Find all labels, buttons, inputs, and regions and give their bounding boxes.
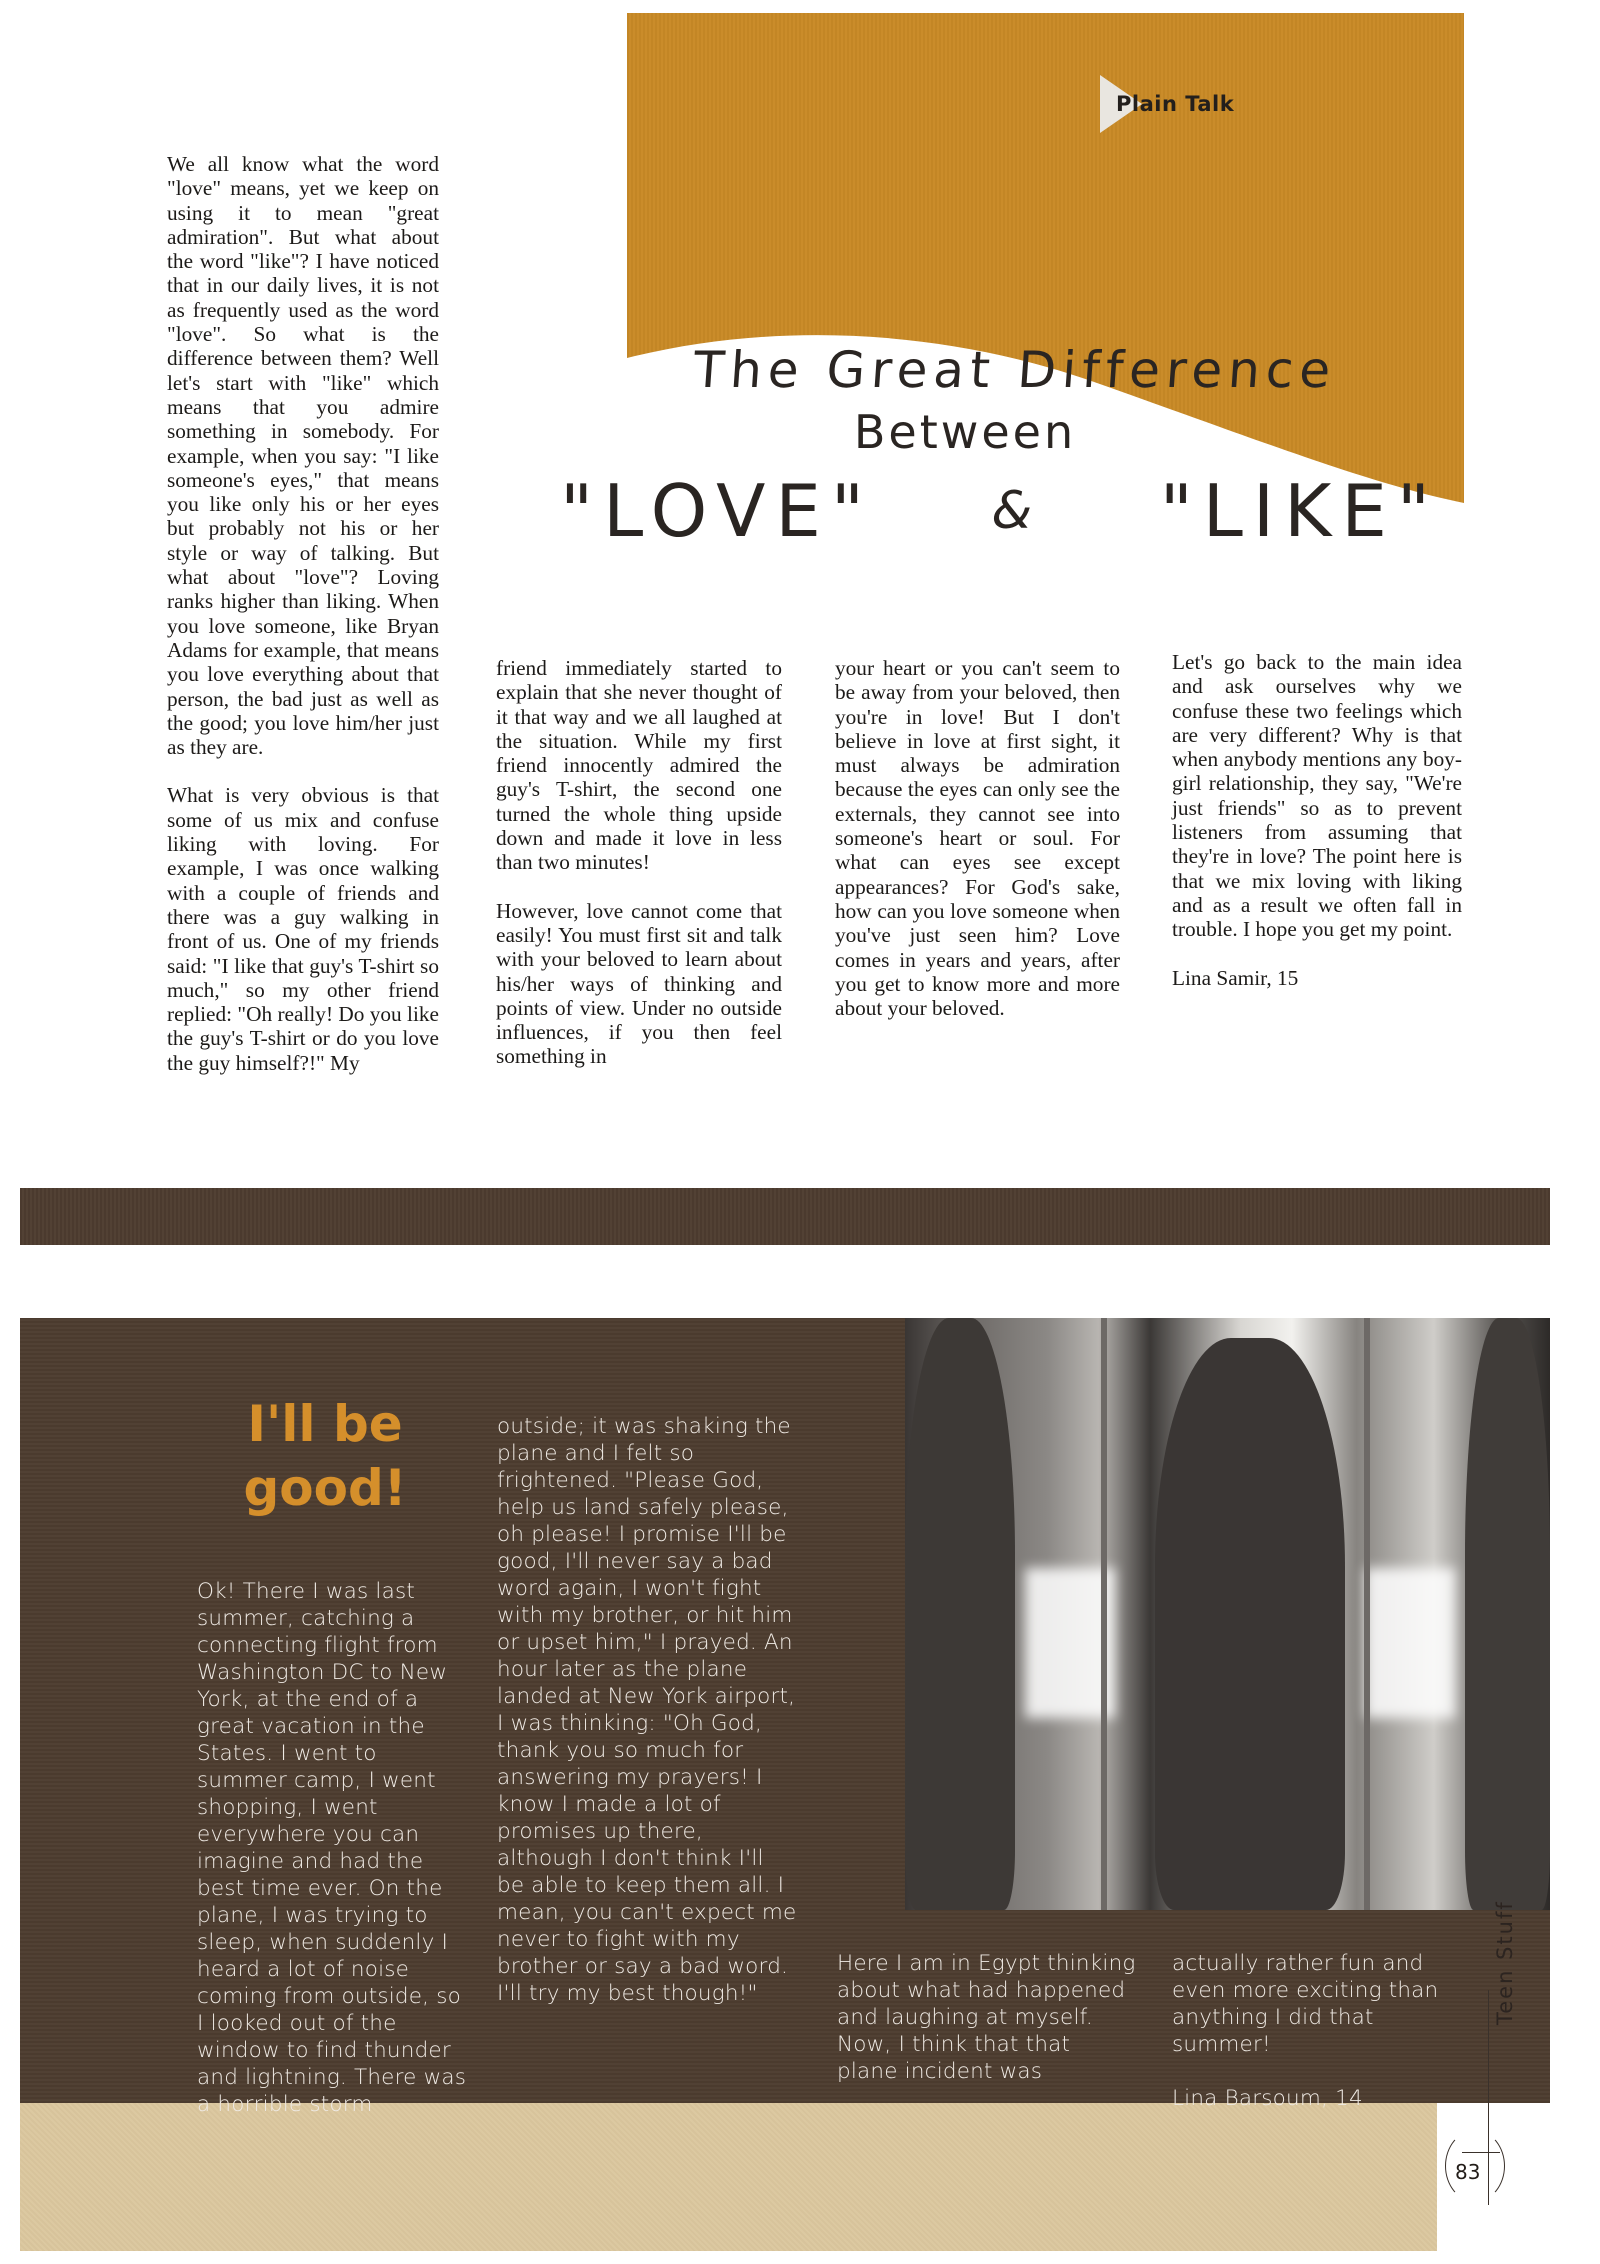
story-title-line-1: I'll be	[247, 1395, 403, 1453]
section-tag	[1100, 75, 1234, 133]
title-word-like: "LIKE"	[1159, 469, 1440, 553]
article-column-2	[496, 656, 782, 1069]
title-ampersand: &	[991, 481, 1043, 541]
story-title-line-2: good!	[243, 1459, 407, 1517]
story-column-1	[197, 1578, 467, 2118]
story-column-4	[1172, 1950, 1462, 2112]
section-tag-label: Plain Talk	[1116, 92, 1235, 116]
paragraph: What is very obvious is that some of us mix and confuse liking with loving. For example, I was once walking with a couple of friends and there was a guy walking in front of us. One of my friends said: "I like that guy's T-shirt so much," so my other friend replied: "Oh really! Do you like the guy's T-shirt or do you love the guy himself?!" My	[167, 783, 439, 1075]
paragraph: your heart or you can't seem to be away from your beloved, then you're in love! But I don't believe in love at first sight, it must always be admiration because the eyes can only see the externals, they cannot see into someone's heart or soul. For what can eyes see except appearances? For God's sake, how can you love someone when you've just seen him? Love comes in years and years, after you get to know more and more about your beloved.	[835, 656, 1120, 1021]
story-photo	[905, 1318, 1550, 1910]
paragraph: Ok! There I was last summer, catching a connecting flight from Washington DC to New York, at the end of a great vacation in the States. I went to summer camp, I went shopping, I went everywhere you can imagine and had the best time ever. On the plane, I was trying to sleep, when suddenly I heard a lot of noise coming from outside, so I looked out of the window to find thunder and lightning. There was a horrible storm	[197, 1579, 467, 2117]
story-column-3	[837, 1950, 1137, 2085]
page-number: 83	[1455, 2160, 1481, 2184]
paragraph: friend immediately started to explain that she never thought of it that way and we all laughed at the situation. While my first friend innocently admired the guy's T-shirt, the second one turned the whole thing upside down and made it love in less than two minutes!	[496, 656, 782, 875]
article-column-1	[167, 152, 439, 1075]
paragraph: We all know what the word "love" means, yet we keep on using it to mean "great admiration". But what about the word "like"? I have noticed that in our daily lives, it is not as frequently used as the word "love". So what is the difference between them? Well let's start with "like" which means that you admire something in somebody. For example, when you say: "I like someone's eyes," that means you like only his or her eyes but probably not his or her style or way of talking. But what about "love"? Loving ranks higher than liking. When you love someone, like Bryan Adams for example, that means you love everything about that person, the bad just as well as the good; you love him/her just as they are.	[167, 152, 439, 760]
article-column-4	[1172, 650, 1462, 990]
article-column-3	[835, 656, 1120, 1020]
title-word-love: "LOVE"	[560, 469, 874, 553]
author-byline: Lina Samir, 15	[1172, 965, 1299, 990]
paragraph: outside; it was shaking the plane and I felt so frightened. "Please God, help us land safely please, oh please! I promise I'll be good, I'll never say a bad word again, I won't fight with my brother, or hit him or upset him," I prayed. An hour later as the plane landed at New York airport, I was thinking: "Oh God, thank you so much for answering my prayers! I know I made a lot of promises up there, although I don't think I'll be able to keep them all. I mean, you can't expect me never to fight with my brother or say a bad word. I'll try my best though!"	[497, 1414, 797, 2006]
footer-band	[20, 2103, 1437, 2251]
divider-band	[20, 1188, 1550, 1245]
article-title	[560, 340, 1450, 556]
paragraph: Let's go back to the main idea and ask ourselves why we confuse these two feelings which are very different? Why is that when anybody mentions any boy-girl relationship, they say, "We're just friends" so as to prevent listeners from assuming that they're in love? The point here is that we mix loving with liking and as a result we often fall in trouble. I hope you get my point.	[1172, 650, 1462, 942]
story-column-2	[497, 1413, 797, 2007]
paragraph: actually rather fun and even more exciting than anything I did that summer!	[1172, 1951, 1439, 2057]
paragraph: Here I am in Egypt thinking about what had happened and laughing at myself. Now, I think that that plane incident was	[837, 1951, 1136, 2084]
title-line-3	[560, 466, 1450, 556]
author-byline: Lina Barsoum, 14	[1172, 2086, 1363, 2111]
paragraph: However, love cannot come that easily! You must first sit and talk with your beloved to learn about his/her ways of thinking and points of view. Under no outside influences, if you then feel something in	[496, 898, 782, 1069]
section-label: Teen Stuff	[1493, 1900, 1517, 2025]
title-line-2: Between	[853, 405, 1077, 459]
title-line-1: The Great Difference	[691, 341, 1339, 399]
story-title	[205, 1392, 445, 1520]
